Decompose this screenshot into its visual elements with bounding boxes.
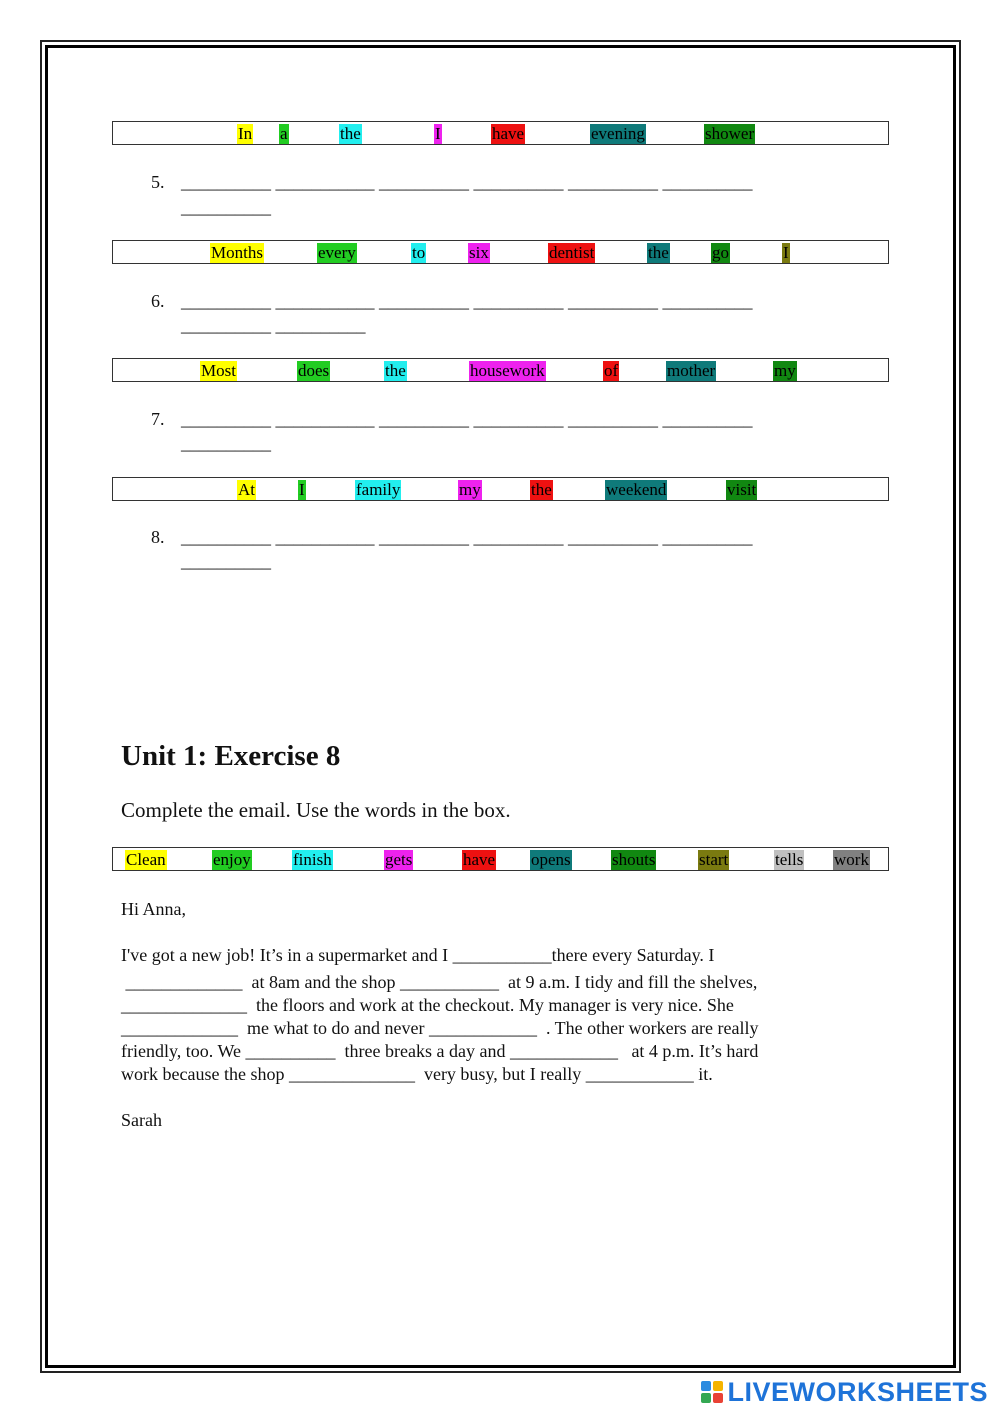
- email-signature: Sarah: [121, 1110, 162, 1130]
- instruction-text: Complete the email. Use the words in the box.: [121, 798, 511, 822]
- email-greeting: Hi Anna,: [121, 899, 186, 919]
- answer-blanks-5-cont[interactable]: __________: [181, 197, 271, 217]
- word-chip[interactable]: I: [783, 243, 789, 262]
- word-chip[interactable]: have: [492, 124, 525, 143]
- word-chip[interactable]: finish: [293, 850, 332, 869]
- word-chip[interactable]: the: [648, 243, 669, 262]
- answer-blanks-6-cont[interactable]: __________ __________: [181, 315, 366, 335]
- word-chip[interactable]: work: [834, 850, 869, 869]
- liveworksheets-logo: [701, 1376, 988, 1408]
- word-chip[interactable]: I: [299, 480, 305, 499]
- word-chip[interactable]: start: [699, 850, 729, 869]
- word-chip[interactable]: tells: [775, 850, 804, 869]
- word-chip[interactable]: every: [318, 243, 356, 262]
- word-chip[interactable]: opens: [531, 850, 571, 869]
- word-chip[interactable]: weekend: [606, 480, 667, 499]
- word-box-6: [112, 240, 889, 264]
- word-box-7: [112, 358, 889, 382]
- word-chip[interactable]: shower: [705, 124, 755, 143]
- answer-blanks-8-cont[interactable]: __________: [181, 551, 271, 571]
- word-chip[interactable]: enjoy: [213, 850, 251, 869]
- word-chip[interactable]: gets: [385, 850, 413, 869]
- word-chip[interactable]: does: [298, 361, 330, 380]
- question-number-8: 8.: [151, 527, 165, 547]
- answer-blanks-8[interactable]: __________ ___________ __________ __________ __________ __________: [181, 527, 753, 547]
- word-box-8: [112, 477, 889, 501]
- word-chip[interactable]: my: [459, 480, 481, 499]
- answer-blanks-7[interactable]: __________ ___________ __________ __________ __________ __________: [181, 409, 753, 429]
- email-body-line[interactable]: _____________ at 8am and the shop ___________ at 9 a.m. I tidy and fill the shelves,: [121, 972, 758, 992]
- email-body-line[interactable]: friendly, too. We __________ three breaks a day and ____________ at 4 p.m. It’s hard: [121, 1041, 759, 1061]
- email-word-box: [112, 847, 889, 871]
- word-chip[interactable]: to: [412, 243, 426, 262]
- section-heading: Unit 1: Exercise 8: [121, 740, 341, 772]
- question-number-7: 7.: [151, 409, 165, 429]
- answer-blanks-7-cont[interactable]: __________: [181, 433, 271, 453]
- word-chip[interactable]: In: [238, 124, 253, 143]
- word-chip[interactable]: go: [712, 243, 729, 262]
- word-chip[interactable]: of: [604, 361, 619, 380]
- liveworksheets-icon: [701, 1381, 723, 1403]
- word-chip[interactable]: family: [356, 480, 401, 499]
- email-body-line[interactable]: ______________ the floors and work at the checkout. My manager is very nice. She: [121, 995, 734, 1015]
- word-box-5: [112, 121, 889, 145]
- email-body-line[interactable]: work because the shop ______________ very busy, but I really ____________ it.: [121, 1064, 713, 1084]
- question-number-6: 6.: [151, 291, 165, 311]
- word-chip[interactable]: the: [385, 361, 406, 380]
- word-chip[interactable]: six: [469, 243, 489, 262]
- word-chip[interactable]: mother: [667, 361, 716, 380]
- email-body-line[interactable]: _____________ me what to do and never ____________ . The other workers are really: [121, 1018, 759, 1038]
- word-chip[interactable]: visit: [727, 480, 757, 499]
- email-body-line[interactable]: I've got a new job! It’s in a supermarket and I ___________there every Saturday. I: [121, 945, 715, 965]
- answer-blanks-6[interactable]: __________ ___________ __________ __________ __________ __________: [181, 291, 753, 311]
- word-chip[interactable]: a: [280, 124, 288, 143]
- word-chip[interactable]: Months: [211, 243, 263, 262]
- word-chip[interactable]: evening: [591, 124, 645, 143]
- word-chip[interactable]: shouts: [612, 850, 656, 869]
- word-chip[interactable]: have: [463, 850, 496, 869]
- word-chip[interactable]: housework: [470, 361, 545, 380]
- word-chip[interactable]: the: [340, 124, 361, 143]
- word-chip[interactable]: dentist: [549, 243, 595, 262]
- word-chip[interactable]: I: [435, 124, 441, 143]
- logo-text: LIVEWORKSHEETS: [727, 1376, 988, 1407]
- question-number-5: 5.: [151, 172, 165, 192]
- answer-blanks-5[interactable]: __________ ___________ __________ __________ __________ __________: [181, 172, 753, 192]
- word-chip[interactable]: Clean: [126, 850, 166, 869]
- word-chip[interactable]: the: [531, 480, 552, 499]
- word-chip[interactable]: At: [238, 480, 255, 499]
- word-chip[interactable]: my: [774, 361, 796, 380]
- word-chip[interactable]: Most: [201, 361, 236, 380]
